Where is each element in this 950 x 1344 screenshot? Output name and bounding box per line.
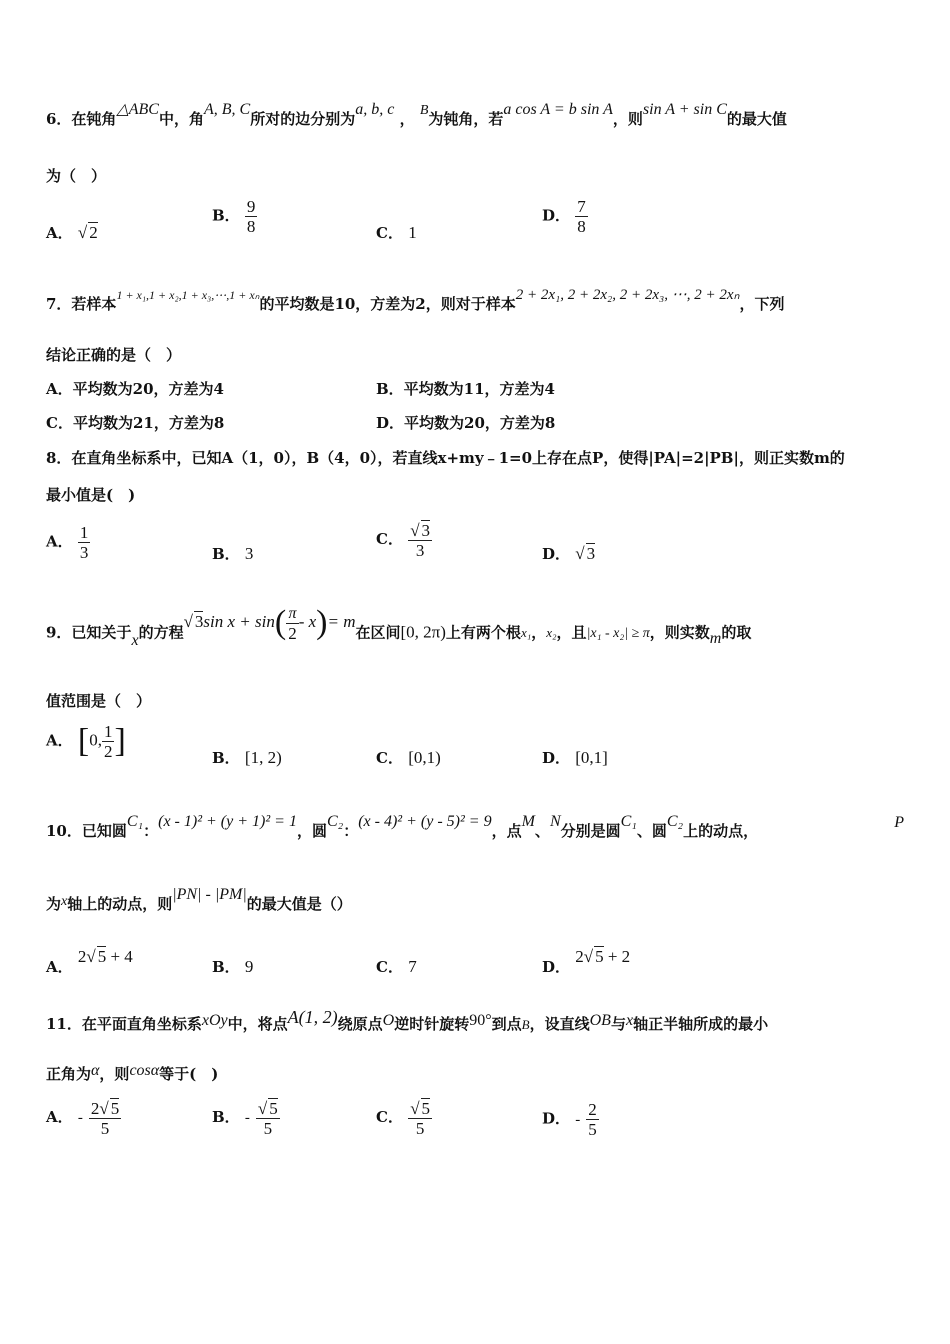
- q10-math-x: x: [61, 894, 68, 909]
- q9-option-d[interactable]: [542, 747, 608, 768]
- q9-text: 的取: [721, 623, 752, 642]
- q6-option-a[interactable]: A． √ 2: [46, 223, 98, 242]
- denominator: 5: [415, 1119, 425, 1138]
- q9-text: 在区间: [355, 623, 401, 642]
- q7-line2: 结论正确的是（ ）: [46, 346, 182, 364]
- q9-option-b[interactable]: [212, 747, 282, 768]
- q10-math-pn-pm: |PN| - |PM|: [172, 886, 247, 903]
- q6-text: 中，角: [158, 110, 204, 128]
- q10-math-p: P: [894, 814, 904, 831]
- minus-sign: -: [77, 1110, 83, 1126]
- numerator: π: [286, 604, 299, 624]
- option-label: D．: [542, 1109, 571, 1128]
- option-value: 3: [244, 544, 254, 563]
- q7-text: 的平均数是10，方差为2，则对于样本: [259, 295, 516, 313]
- q8-line1: 8．在直角坐标系中，已知A（1，0），B（4，0），若直线x+my﹣1=0上存在点P，使得|PA|=2|PB|，则正实数m的: [46, 449, 845, 467]
- coefficient: 2: [90, 1099, 100, 1118]
- q7-option-d[interactable]: D．平均数为20，方差为8: [376, 414, 556, 432]
- option-label: A．: [46, 1108, 73, 1126]
- option-value: [0,1): [408, 748, 441, 767]
- option-label: D．: [542, 958, 571, 976]
- fraction: $\frac{√ 3}{3}$: [410, 521, 431, 560]
- minus-sign: -: [575, 1111, 581, 1128]
- numerator: 1: [79, 523, 89, 542]
- option-value: 7: [408, 957, 417, 976]
- radicand: 5: [97, 947, 107, 966]
- fraction: [575, 197, 588, 236]
- option-label: B．: [212, 206, 240, 225]
- q9-math-x2: x₂: [546, 625, 557, 641]
- fraction: [586, 1100, 599, 1139]
- q6-option-b[interactable]: [212, 197, 257, 236]
- q11-text: 中，将点: [227, 1015, 288, 1033]
- q10-text: ，点: [491, 822, 522, 840]
- q9-text: ，则实数: [649, 623, 710, 642]
- q10-math-c1: C₁: [126, 813, 144, 830]
- q8-line2: 最小值是( ): [46, 486, 136, 504]
- q9-line2: 值范围是（ ）: [46, 692, 152, 710]
- q11-option-c[interactable]: [376, 1098, 432, 1138]
- radicand: 2: [89, 223, 98, 242]
- q9-text: ，: [531, 623, 547, 642]
- q10-math-c1: C₁: [620, 813, 637, 830]
- option-label: C．: [376, 1108, 403, 1126]
- q11-text: 正角为: [46, 1065, 92, 1083]
- q10-text: 、: [534, 822, 550, 840]
- q9-math-m: m: [709, 630, 722, 648]
- q6-line2: 为（ ）: [46, 167, 107, 185]
- q11-line1: [46, 1007, 904, 1034]
- q7-option-c[interactable]: C．平均数为21，方差为8: [46, 414, 225, 432]
- q9-math-minus-x: - x: [298, 612, 317, 632]
- numerator: 2: [588, 1100, 597, 1119]
- q6-text: 6．在钝角: [46, 110, 117, 128]
- q10-math-c2: C₂: [666, 813, 684, 830]
- option-label: A．: [46, 532, 73, 551]
- denominator: 2: [103, 742, 113, 761]
- q7-text: ，下列: [739, 295, 785, 313]
- radicand: 5: [421, 1099, 431, 1118]
- denominator: 5: [263, 1119, 273, 1138]
- fraction: [102, 722, 115, 761]
- q9-math-x1: x₁: [520, 625, 532, 641]
- q10-math-circle1: (x - 1)² + (y + 1)² = 1: [158, 813, 297, 830]
- q7-math-sample1: 1 + x₁,1 + x₂,1 + x₃,⋯,1 + xₙ: [116, 288, 260, 302]
- q10-text: ：: [343, 822, 359, 840]
- q10-text: 分别是圆: [560, 822, 621, 840]
- numerator: 9: [246, 197, 256, 216]
- q11-option-b[interactable]: [212, 1098, 280, 1138]
- option-label: A．: [46, 958, 73, 976]
- q6-math-angles: A, B, C: [203, 101, 251, 118]
- q11-text: 轴正半轴所成的最小: [633, 1015, 769, 1033]
- coefficient: 2: [77, 947, 87, 966]
- q10-text: 、圆: [636, 822, 667, 840]
- q9-math-x: x: [131, 632, 139, 650]
- fraction: [245, 197, 258, 236]
- q8-option-b[interactable]: [212, 543, 253, 564]
- q7-line1: [46, 287, 904, 314]
- q6-option-d[interactable]: [542, 197, 588, 236]
- denominator: 8: [577, 217, 586, 236]
- option-label: A．: [46, 224, 73, 242]
- option-label: C．: [376, 224, 403, 242]
- q6-math-b: B: [419, 103, 429, 118]
- q9-option-a[interactable]: A． [0, $\frac{1}{2}$ ]: [46, 722, 126, 761]
- q7-text: 7．若样本: [46, 295, 117, 313]
- q9-text: 9．已知关于: [46, 623, 132, 642]
- numerator: 7: [577, 197, 586, 216]
- option-value: + 2: [603, 947, 631, 966]
- q11-text: 逆时针旋转: [394, 1015, 470, 1033]
- fraction: [78, 523, 91, 562]
- option-value: 9: [244, 957, 254, 976]
- q11-text: ，设直线: [529, 1015, 590, 1033]
- q11-math-xoy: xOy: [201, 1012, 228, 1029]
- q7-option-b[interactable]: B．平均数为11，方差为4: [376, 380, 555, 398]
- q10-math-circle2: (x - 4)² + (y - 5)² = 9: [358, 813, 492, 830]
- q6-text: 为钝角，若: [428, 110, 504, 128]
- denominator: 5: [588, 1120, 597, 1139]
- q11-math-b: B: [521, 1017, 530, 1032]
- q9-math-sin: sin x + sin: [203, 612, 275, 632]
- option-label: C．: [376, 749, 403, 767]
- option-label: B．: [212, 1108, 240, 1126]
- denominator: 8: [246, 217, 256, 236]
- q6-text: 所对的边分别为: [250, 110, 356, 128]
- q10-text: 轴上的动点，则: [67, 895, 173, 913]
- option-label: B．: [212, 958, 240, 976]
- q10-option-a[interactable]: A． 2√ 5 + 4: [46, 947, 133, 976]
- q11-math-point-a: A(1, 2): [287, 1007, 338, 1027]
- option-label: D．: [542, 749, 571, 767]
- q11-math-angle: 90°: [469, 1012, 492, 1029]
- option-value: 1: [408, 223, 417, 242]
- q11-option-d[interactable]: [542, 1100, 599, 1139]
- q10-text: 10．已知圆: [46, 822, 127, 840]
- q10-line1: [46, 813, 904, 841]
- q8-option-d[interactable]: D． √ 3: [542, 544, 596, 563]
- radicand: 3: [421, 521, 431, 540]
- q9-math-interval: [0, 2π): [400, 622, 446, 642]
- fraction: $\frac{√ 5}{5}$: [257, 1099, 278, 1138]
- option-label: A．: [46, 731, 73, 750]
- q11-math-x: x: [625, 1012, 634, 1029]
- q11-math-cos: cosα: [129, 1062, 160, 1079]
- option-label: B．: [212, 545, 240, 563]
- q6-text: ，则: [612, 110, 643, 128]
- q11-text: ，则: [99, 1065, 130, 1083]
- minus-sign: -: [244, 1110, 250, 1126]
- option-label: D．: [542, 206, 571, 225]
- q10-text: 为: [46, 895, 62, 913]
- q6-math-expression: sin A + sin C: [642, 101, 727, 118]
- numerator: 1: [103, 722, 113, 741]
- q11-option-a[interactable]: [46, 1098, 121, 1138]
- q11-math-ob: OB: [589, 1012, 611, 1029]
- option-label: B．: [212, 749, 240, 767]
- option-value: [1, 2): [244, 748, 282, 767]
- denominator: 2: [288, 624, 297, 643]
- option-value: 0,: [89, 730, 102, 750]
- radicand: 5: [595, 947, 604, 966]
- denominator: 3: [415, 541, 425, 560]
- q10-line2: [46, 886, 904, 914]
- q9-option-c[interactable]: [376, 747, 441, 768]
- q10-option-b[interactable]: [212, 956, 253, 977]
- q9-math-abs: |x₁ - x₂| ≥ π: [586, 626, 650, 642]
- denominator: 5: [100, 1119, 110, 1138]
- q10-math-n: N: [549, 813, 561, 830]
- q6-math-triangle: △ABC: [116, 101, 159, 118]
- q9-text: 的方程: [138, 623, 184, 642]
- q10-option-c[interactable]: [376, 956, 417, 977]
- q8-option-a[interactable]: [46, 523, 90, 562]
- q6-text: ，: [399, 110, 415, 128]
- q9-line1: 9．已知关于x的方程√ 3sin x + sin( $\frac{\pi}{2}$ - x)= m在区间[0, 2π)上有两个根x₁，x₂，且|x₁ - x₂| ≥ π，则实数m的取: [46, 604, 752, 650]
- option-label: D．: [542, 545, 571, 563]
- q9-text: 上有两个根: [445, 623, 521, 642]
- option-label: C．: [376, 958, 403, 976]
- q11-text: 到点: [491, 1015, 522, 1033]
- q11-line2: [46, 1063, 904, 1084]
- coefficient: 2: [575, 947, 584, 966]
- q11-text: 11．在平面直角坐标系: [46, 1015, 202, 1033]
- fraction: $\frac{2√ 5}{5}$: [90, 1099, 120, 1138]
- q10-text: ：: [143, 822, 159, 840]
- q11-text: 绕原点: [337, 1015, 383, 1033]
- q10-math-m: M: [521, 813, 535, 830]
- q11-text: 等于( ): [159, 1065, 219, 1083]
- q6-text: 的最大值: [726, 110, 787, 128]
- radicand: 5: [269, 1099, 278, 1118]
- denominator: 3: [79, 543, 89, 562]
- q10-text: 的最大值是（）: [246, 895, 352, 913]
- option-label: C．: [376, 530, 403, 548]
- q10-text: 上的动点，: [683, 822, 759, 840]
- q9-text: ，且: [556, 623, 587, 642]
- q9-math-eq-m: = m: [327, 612, 356, 632]
- q10-math-c2: C₂: [326, 813, 344, 830]
- option-value: + 4: [106, 947, 133, 966]
- q11-math-o: O: [382, 1012, 395, 1029]
- q11-math-alpha: α: [91, 1062, 100, 1079]
- q11-text: 与: [610, 1015, 626, 1033]
- q10-option-d[interactable]: D． 2√ 5 + 2: [542, 947, 631, 976]
- option-value: [0,1]: [575, 748, 608, 767]
- fraction: [286, 604, 299, 643]
- q6-line1: [46, 101, 904, 129]
- radicand: 5: [110, 1099, 120, 1118]
- q7-math-sample2: 2 + 2x₁, 2 + 2x₂, 2 + 2x₃, ⋯, 2 + 2xₙ: [515, 287, 740, 303]
- q10-text: ，圆: [296, 822, 327, 840]
- q6-math-sides: a, b, c: [355, 101, 395, 118]
- fraction: $\frac{√ 5}{5}$: [410, 1099, 431, 1138]
- q6-option-c[interactable]: [376, 222, 417, 243]
- q6-math-condition: a cos A = b sin A: [503, 101, 613, 118]
- q7-option-a[interactable]: A．平均数为20，方差为4: [46, 380, 224, 398]
- q8-option-c[interactable]: [376, 520, 432, 560]
- radicand: 3: [586, 544, 596, 563]
